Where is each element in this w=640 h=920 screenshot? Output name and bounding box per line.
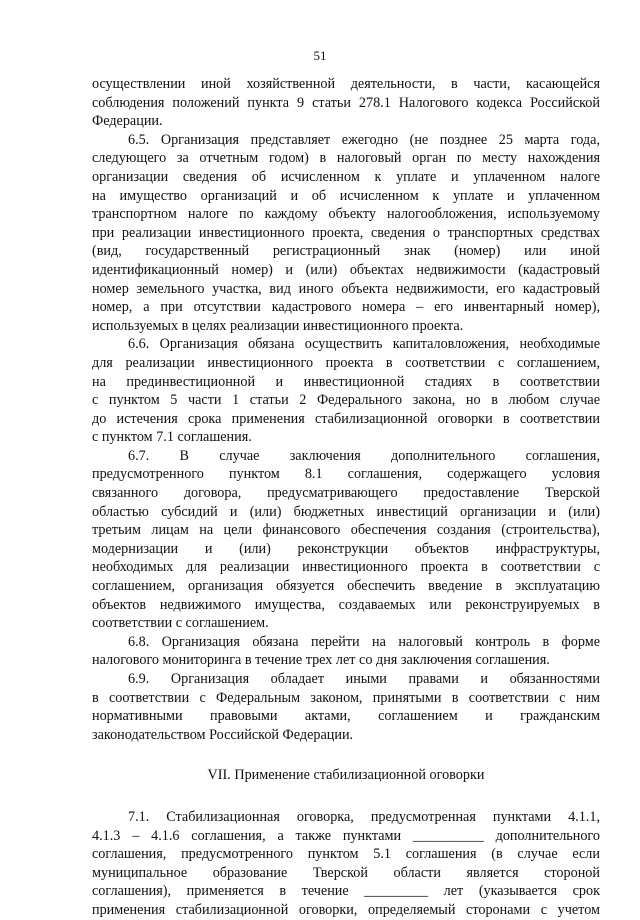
paragraph-6-8-start: 6.8. Организация обязана перейти на налоговый контроль в форме [128,633,600,650]
text-line: на имущество организаций и об исчисленном к уплате и уплаченном [92,187,600,204]
text-line: соблюдения положений пункта 9 статьи 278.1 Налогового кодекса Российской [92,94,600,111]
text-line: номер, а при отсутствии кадастрового номера – его инвентарный номер), [92,299,600,316]
paragraph-6-5-start: 6.5. Организация представляет ежегодно (не позднее 25 марта года, [128,131,600,148]
text-line: областью субсидий и (или) бюджетных инвестиций организации и (или) [92,503,600,520]
text-line: предусмотренного пунктом 8.1 соглашения, содержащего условия [92,466,600,483]
text-line: связанного договора, предусматривающего предоставление Тверской [92,485,600,502]
text-line: организации сведения об исчисленном к уплате и уплаченном налоге [92,168,600,185]
text-line: соответствии с соглашением. [92,615,269,632]
text-line: с пунктом 5 части 1 статьи 2 Федерального закона, но в любом случае [92,392,600,409]
text-line: транспортном налоге по каждому объекту налогообложения, используемому [92,206,600,223]
text-line: 4.1.3 – 4.1.6 соглашения, а также пунктами __________ дополнительного [92,827,600,844]
paragraph-6-6-start: 6.6. Организация обязана осуществить капиталовложения, необходимые [128,336,600,353]
text-line: (вид, государственный регистрационный знак (номер) или иной [92,243,600,260]
section-heading: VII. Применение стабилизационной оговорки [207,767,485,784]
text-line: необходимых для реализации инвестиционного проекта в соответствии с [92,559,600,576]
text-line: идентификационный номер) и (или) объектах недвижимости (кадастровый [92,261,600,278]
text-line: муниципальное образование Тверской области является стороной [92,864,600,881]
text-line: применения стабилизационной оговорки, определяемый сторонами с учетом [92,901,600,918]
text-line: до истечения срока применения стабилизационной оговорки в соответствии [92,410,600,427]
text-line: при реализации инвестиционного проекта, сведения о транспортных средствах [92,224,600,241]
text-line: следующего за отчетным годом) в налоговый орган по месту нахождения [92,150,600,167]
text-line: Федерации. [92,113,163,130]
text-line: номер земельного участка, вид иного объекта недвижимости, его кадастровый [92,280,600,297]
text-line: налогового мониторинга в течение трех лет со дня заключения соглашения. [92,652,550,669]
page-number: 51 [313,48,327,63]
document-body [92,75,600,920]
text-line: с пунктом 7.1 соглашения. [92,429,252,446]
text-line: на прединвестиционной и инвестиционной стадиях в соответствии [92,373,600,390]
text-line: объектов недвижимого имущества, создаваемых или реконструируемых в [92,596,600,613]
text-line: нормативными правовыми актами, соглашением и гражданским [92,708,600,725]
text-line: в соответствии с Федеральным законом, принятыми в соответствии с ним [92,689,600,706]
text-line: используемых в целях реализации инвестиционного проекта. [92,317,464,334]
text-line: осуществлении иной хозяйственной деятельности, в части, касающейся [92,76,600,92]
paragraph-6-9-start: 6.9. Организация обладает иными правами и обязанностями [128,671,600,687]
text-line: соглашения), применяется в течение _________ лет (указывается срок [92,883,600,900]
text-line: соглашения, предусмотренного пунктом 5.1 соглашения (в случае если [92,846,600,863]
text-line: законодательством Российской Федерации. [92,726,354,743]
text-line: соглашением, организация обязуется обеспечить введение в эксплуатацию [92,578,600,595]
text-line: модернизации и (или) реконструкции объектов инфраструктуры, [92,540,600,557]
paragraph-7-1-start: 7.1. Стабилизационная оговорка, предусмотренная пунктами 4.1.1, [128,808,600,825]
paragraph-6-7-start: 6.7. В случае заключения дополнительного соглашения, [128,447,600,464]
text-line: для реализации инвестиционного проекта в соответствии с соглашением, [92,354,600,371]
text-line: третьим лицам на цели финансового обеспечения создания (строительства), [92,522,600,539]
